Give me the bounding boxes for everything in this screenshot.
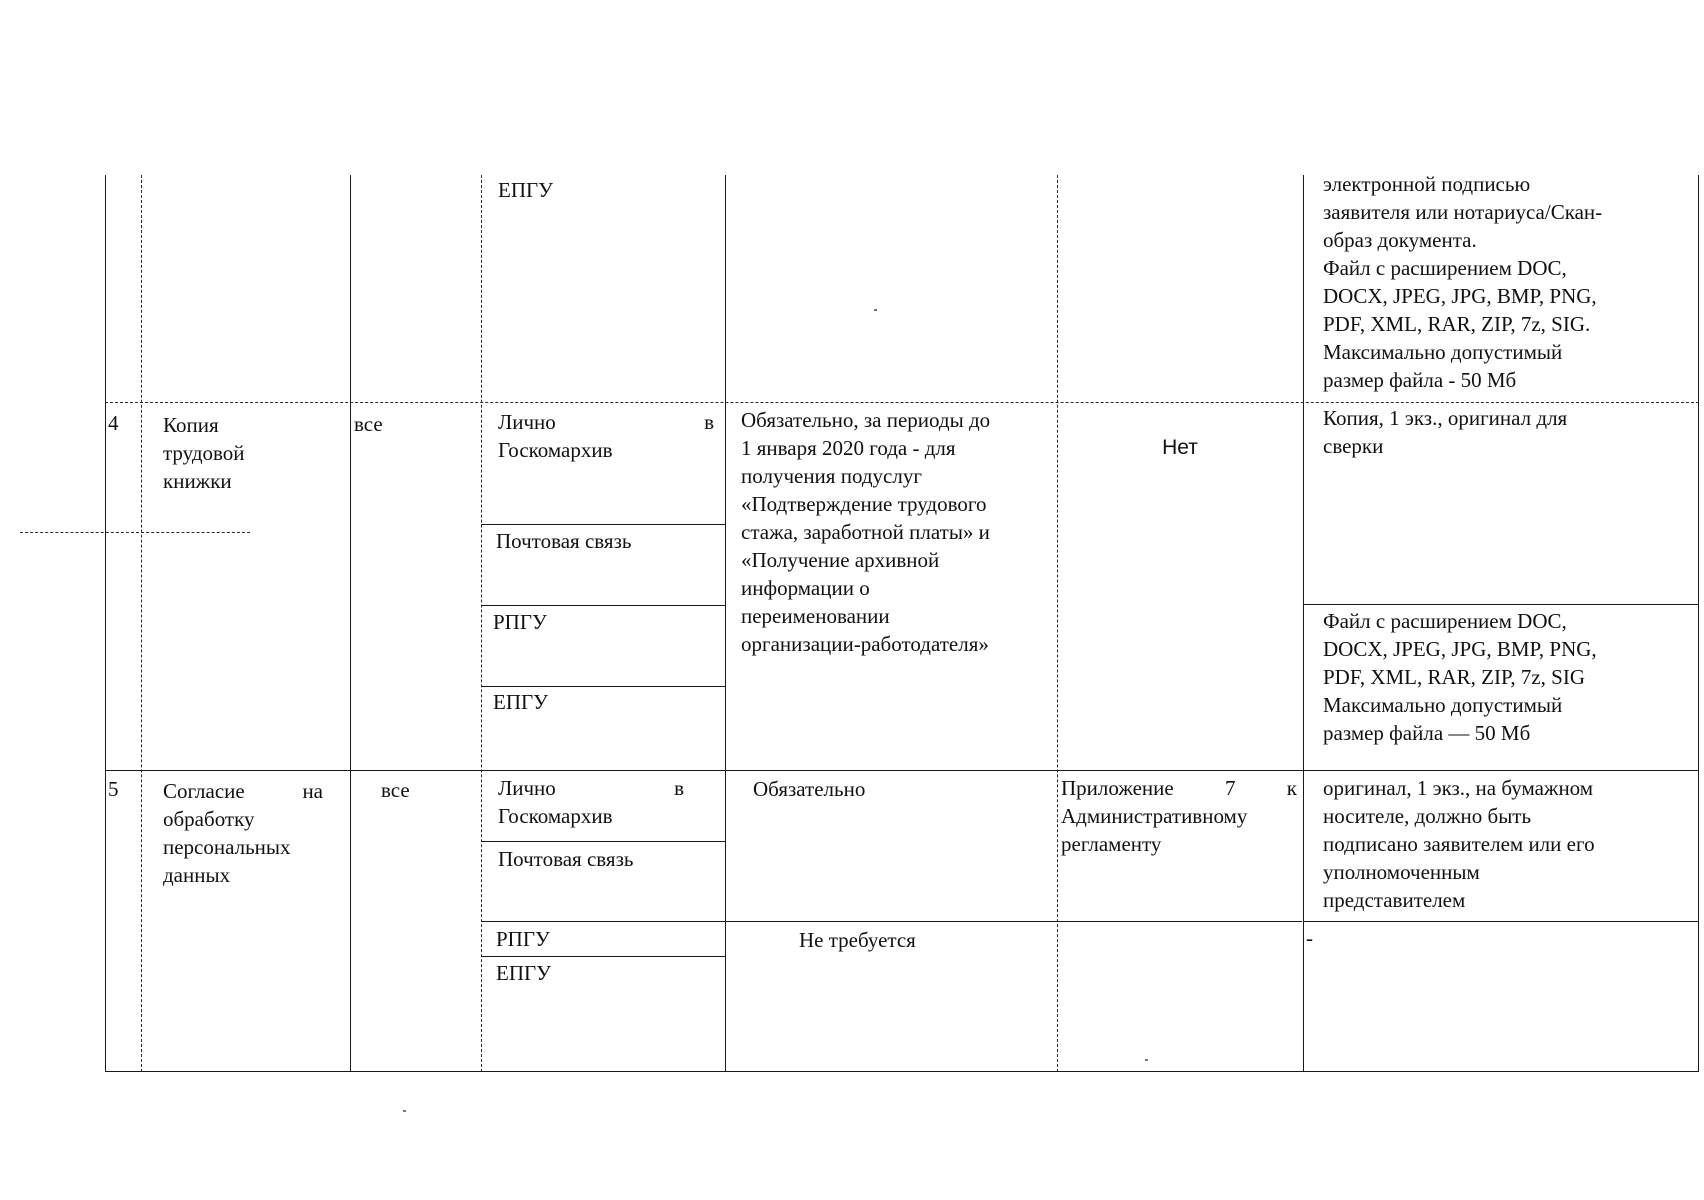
row4-requirements-electronic (1323, 607, 1676, 747)
requirement-line: электронной подписью (1323, 172, 1531, 196)
requirement-line: заявителя или нотариуса/Скан- (1323, 200, 1603, 224)
row4-obligation (741, 406, 1035, 658)
obligation-line: Обязательно, за периоды до (741, 408, 991, 432)
row5-document-name (163, 777, 323, 889)
requirement-line: оригинал, 1 экз., на бумажном (1323, 776, 1594, 800)
row5-number: 5 (108, 777, 119, 801)
row5-obligation-paper: Обязательно (753, 777, 866, 801)
method-in-person-line: Госкомархив (498, 438, 613, 462)
obligation-line: «Подтверждение трудового (741, 492, 987, 516)
scan-speck (1145, 1059, 1148, 1061)
obligation-line: стажа, заработной платы» и (741, 520, 990, 544)
row4-number: 4 (108, 411, 119, 435)
row4-method-post: Почтовая связь (496, 529, 632, 553)
document-name-line: персональных (163, 835, 291, 859)
requirement-line: носителе, должно быть (1323, 804, 1532, 828)
column-divider-5 (1057, 175, 1058, 1072)
row5-method-epgu: ЕПГУ (496, 961, 552, 985)
row5-method-in-person (498, 774, 684, 830)
row-separator-4-5 (105, 770, 1699, 771)
table-left-border (105, 175, 106, 1072)
obligation-line: организации-работодателя» (741, 632, 989, 656)
column-divider-3 (481, 175, 482, 1072)
scan-speck (874, 309, 877, 311)
requirement-line: уполномоченным (1323, 860, 1480, 884)
row4-method-divider-1 (481, 524, 725, 525)
method-in-person-word: в (674, 776, 684, 800)
column-divider-1 (141, 175, 142, 1072)
requirement-line: PDF, XML, RAR, ZIP, 7z, SIG (1323, 665, 1586, 689)
row-separator-3-4 (105, 402, 1699, 403)
column-divider-4 (725, 175, 726, 1072)
document-name-line: обработку (163, 807, 255, 831)
template-word: к (1286, 776, 1297, 800)
method-in-person-word: в (704, 410, 714, 434)
requirement-line: представителем (1323, 888, 1466, 912)
document-name-word: Согласие (163, 779, 245, 803)
row4-template: Нет (1162, 436, 1198, 459)
column-divider-6 (1303, 175, 1304, 1072)
requirement-line: размер файла — 50 Мб (1323, 721, 1531, 745)
obligation-line: получения подуслуг (741, 464, 922, 488)
requirement-line: PDF, XML, RAR, ZIP, 7z, SIG. (1323, 312, 1591, 336)
document-name-line: трудовой (163, 441, 245, 465)
row5-method-divider-2 (481, 921, 1302, 922)
requirement-line: Файл с расширением DOC, (1323, 609, 1567, 633)
row5-applicants: все (381, 778, 410, 802)
row5-method-divider-1 (481, 841, 725, 842)
requirement-line: DOCX, JPEG, JPG, BMP, PNG, (1323, 637, 1597, 661)
continuation-method-epgu: ЕПГУ (498, 178, 554, 202)
row5-method-post: Почтовая связь (498, 847, 634, 871)
row5-method-divider-3 (481, 956, 725, 957)
requirement-line: сверки (1323, 434, 1384, 458)
margin-dash-mark (20, 532, 250, 533)
row4-applicants: все (354, 412, 383, 436)
template-word: 7 (1225, 776, 1236, 800)
document-name-word: на (302, 779, 323, 803)
row4-document-name (163, 411, 343, 495)
row5-requirements-divider (1303, 921, 1698, 922)
column-divider-2 (350, 175, 351, 1072)
obligation-line: 1 января 2020 года - для (741, 436, 956, 460)
obligation-line: переименовании (741, 604, 890, 628)
row4-method-divider-2 (481, 605, 725, 606)
document-name-line: книжки (163, 469, 232, 493)
requirement-line: Файл с расширением DOC, (1323, 256, 1567, 280)
continuation-requirements (1323, 170, 1671, 394)
table-bottom-border (105, 1071, 1699, 1072)
row4-requirements-paper (1323, 404, 1676, 460)
obligation-line: «Получение архивной (741, 548, 940, 572)
requirement-line: DOCX, JPEG, JPG, BMP, PNG, (1323, 284, 1597, 308)
method-in-person-word: Лично (498, 410, 556, 434)
method-in-person-line: Госкомархив (498, 804, 613, 828)
row5-obligation-electronic: Не требуется (799, 928, 916, 952)
table-right-border (1698, 175, 1699, 1072)
requirement-line: размер файла - 50 Мб (1323, 368, 1517, 392)
requirement-line: подписано заявителем или его (1323, 832, 1595, 856)
obligation-line: информации о (741, 576, 870, 600)
template-line: регламенту (1061, 832, 1162, 856)
row5-requirements-electronic: - (1306, 926, 1313, 950)
row4-method-in-person (498, 408, 714, 464)
requirement-line: Максимально допустимый (1323, 340, 1563, 364)
document-name-line: Копия (163, 413, 219, 437)
scan-speck (403, 1110, 406, 1112)
requirement-line: Максимально допустимый (1323, 693, 1563, 717)
row4-method-divider-3 (481, 686, 725, 687)
row4-requirements-divider (1303, 604, 1698, 605)
requirement-line: Копия, 1 экз., оригинал для (1323, 406, 1568, 430)
row4-method-rpgu: РПГУ (493, 610, 547, 634)
template-line: Административному (1061, 804, 1248, 828)
row5-method-rpgu: РПГУ (496, 927, 550, 951)
requirement-line: образ документа. (1323, 228, 1477, 252)
document-name-line: данных (163, 863, 231, 887)
row5-template (1061, 774, 1297, 858)
row5-requirements-paper (1323, 774, 1676, 914)
method-in-person-word: Лично (498, 776, 556, 800)
row4-method-epgu: ЕПГУ (493, 690, 549, 714)
template-word: Приложение (1061, 776, 1174, 800)
